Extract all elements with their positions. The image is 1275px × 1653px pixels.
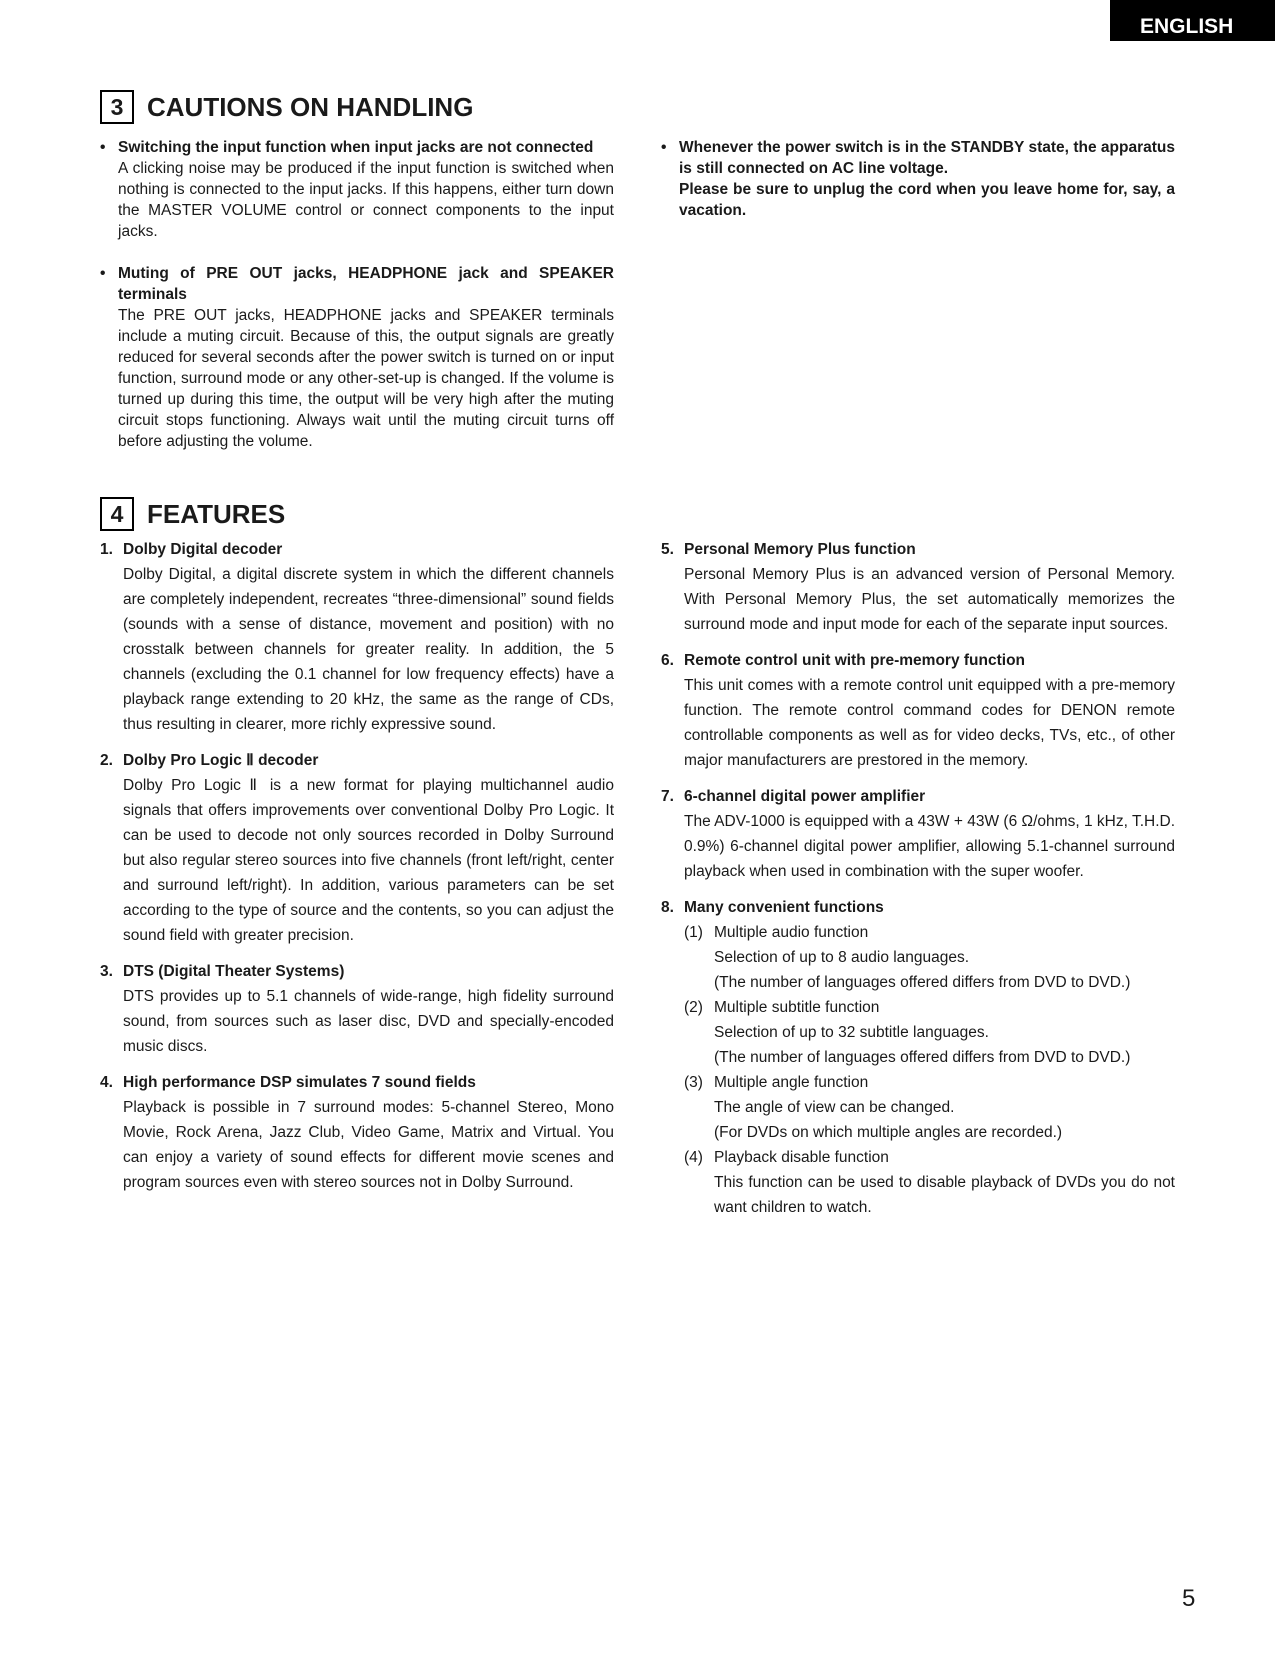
- sub-title: Playback disable function: [714, 1149, 889, 1166]
- feature-number: 7.: [661, 788, 674, 805]
- sub-line: Selection of up to 8 audio languages.: [714, 949, 970, 966]
- caution-body: Please be sure to unplug the cord when you leave home for, say, a vacation.: [679, 181, 1175, 219]
- feature-heading: High performance DSP simulates 7 sound fields: [123, 1074, 476, 1091]
- feature-item: [661, 784, 1175, 884]
- feature-item: [661, 537, 1175, 637]
- feature-body: This unit comes with a remote control unit equipped with a pre-memory function. The remote control command codes for DENON remote controllable components as well as for video decks, TVs, etc., of other major manufacturers are prestored in the memory.: [684, 677, 1175, 769]
- caution-heading: Switching the input function when input jacks are not connected: [118, 139, 594, 156]
- feature-item: [100, 959, 614, 1059]
- feature-body: The ADV-1000 is equipped with a 43W + 43W (6 Ω/ohms, 1 kHz, T.H.D. 0.9%) 6-channel digital power amplifier, allowing 5.1-channel surround playback when used in combination with the super woofer.: [684, 813, 1175, 880]
- feature-item: [100, 537, 614, 737]
- section-heading-features: [100, 497, 285, 531]
- bullet-icon: •: [100, 265, 106, 282]
- section-number: 4: [100, 497, 134, 531]
- caution-heading: Whenever the power switch is in the STANDBY state, the apparatus is still connected on AC line voltage.: [679, 139, 1175, 177]
- sub-title: Multiple angle function: [714, 1074, 869, 1091]
- section-number: 3: [100, 90, 134, 124]
- sub-line: (The number of languages offered differs from DVD to DVD.): [714, 1049, 1131, 1066]
- feature-number: 6.: [661, 652, 674, 669]
- feature-heading: Personal Memory Plus function: [684, 541, 916, 558]
- sub-title: Multiple audio function: [714, 924, 869, 941]
- cautions-right-column: [661, 137, 1175, 242]
- sub-number: (3): [684, 1074, 703, 1091]
- cautions-left-column: [100, 137, 614, 473]
- sub-number: (4): [684, 1149, 703, 1166]
- feature-number: 2.: [100, 752, 113, 769]
- sub-line: Selection of up to 32 subtitle languages.: [714, 1024, 989, 1041]
- sub-line: This function can be used to disable playback of DVDs you do not want children to watch.: [714, 1174, 1175, 1216]
- feature-heading: Remote control unit with pre-memory function: [684, 652, 1026, 669]
- caution-item: [100, 263, 614, 452]
- feature-number: 1.: [100, 541, 113, 558]
- feature-heading: Dolby Pro Logic Ⅱ decoder: [123, 752, 319, 769]
- feature-number: 5.: [661, 541, 674, 558]
- caution-body: A clicking noise may be produced if the input function is switched when nothing is connected to the input jacks. If this happens, either turn down the MASTER VOLUME control or connect components to the input jacks.: [118, 160, 614, 240]
- sub-line: The angle of view can be changed.: [714, 1099, 955, 1116]
- feature-number: 3.: [100, 963, 113, 980]
- section-heading-cautions: [100, 90, 473, 124]
- caution-heading: Muting of PRE OUT jacks, HEADPHONE jack and SPEAKER terminals: [118, 265, 614, 303]
- sub-line: (For DVDs on which multiple angles are recorded.): [714, 1124, 1063, 1141]
- feature-body: DTS provides up to 5.1 channels of wide-range, high fidelity surround sound, from sources such as laser disc, DVD and specially-encoded music discs.: [123, 988, 614, 1055]
- feature-number: 8.: [661, 899, 674, 916]
- page-number: 5: [1182, 1585, 1196, 1612]
- feature-number: 4.: [100, 1074, 113, 1091]
- language-tab: ENGLISH: [1110, 0, 1275, 41]
- section-title: CAUTIONS ON HANDLING: [147, 91, 474, 122]
- feature-body: Personal Memory Plus is an advanced version of Personal Memory. With Personal Memory Plus, the set automatically memorizes the surround mode and input mode for each of the separate input sources.: [684, 566, 1175, 633]
- feature-heading: 6-channel digital power amplifier: [684, 788, 926, 805]
- features-left-column: [100, 537, 614, 1206]
- features-right-column: [661, 537, 1175, 1231]
- feature-item: [661, 895, 1175, 1220]
- feature-body: Playback is possible in 7 surround modes: 5-channel Stereo, Mono Movie, Rock Arena, Jazz Club, Video Game, Matrix and Virtual. You can enjoy a variety of sound effects for different movie scenes and program sources even with stereo sources not in Dolby Surround.: [123, 1099, 614, 1191]
- feature-body: Dolby Pro Logic Ⅱ is a new format for playing multichannel audio signals that offers improvements over conventional Dolby Pro Logic. It can be used to decode not only sources recorded in Dolby Surround but also regular stereo sources into five channels (front left/right, center and surround left/right). In addition, various parameters can be set according to the type of source and the contents, so you can adjust the sound field with greater precision.: [123, 777, 614, 944]
- feature-item: [100, 748, 614, 948]
- feature-item: [661, 648, 1175, 773]
- feature-body: Dolby Digital, a digital discrete system in which the different channels are completely independent, recreates “three-dimensional” sound fields (sounds with a sense of distance, movement and position) with no crosstalk between channels for greater reality. In addition, the 5 channels (excluding the 0.1 channel for low frequency effects) have a playback range extending to 20 kHz, the same as the range of CDs, thus resulting in clearer, more richly expressive sound.: [123, 566, 614, 733]
- feature-heading: DTS (Digital Theater Systems): [123, 963, 345, 980]
- sub-number: (2): [684, 999, 703, 1016]
- feature-heading: Many convenient functions: [684, 899, 884, 916]
- sub-title: Multiple subtitle function: [714, 999, 880, 1016]
- bullet-icon: •: [661, 139, 667, 156]
- feature-heading: Dolby Digital decoder: [123, 541, 283, 558]
- caution-body: The PRE OUT jacks, HEADPHONE jacks and SPEAKER terminals include a muting circuit. Because of this, the output signals are greatly reduced for several seconds after the power switch is turned on or input function, surround mode or any other-set-up is changed. If the volume is turned up during this time, the output will be very high after the muting circuit stops functioning. Always wait until the muting circuit turns off before adjusting the volume.: [118, 307, 614, 450]
- bullet-icon: •: [100, 139, 106, 156]
- section-title: FEATURES: [147, 498, 286, 529]
- sub-number: (1): [684, 924, 703, 941]
- caution-item: [661, 137, 1175, 221]
- feature-item: [100, 1070, 614, 1195]
- caution-item: [100, 137, 614, 242]
- sub-line: (The number of languages offered differs from DVD to DVD.): [714, 974, 1131, 991]
